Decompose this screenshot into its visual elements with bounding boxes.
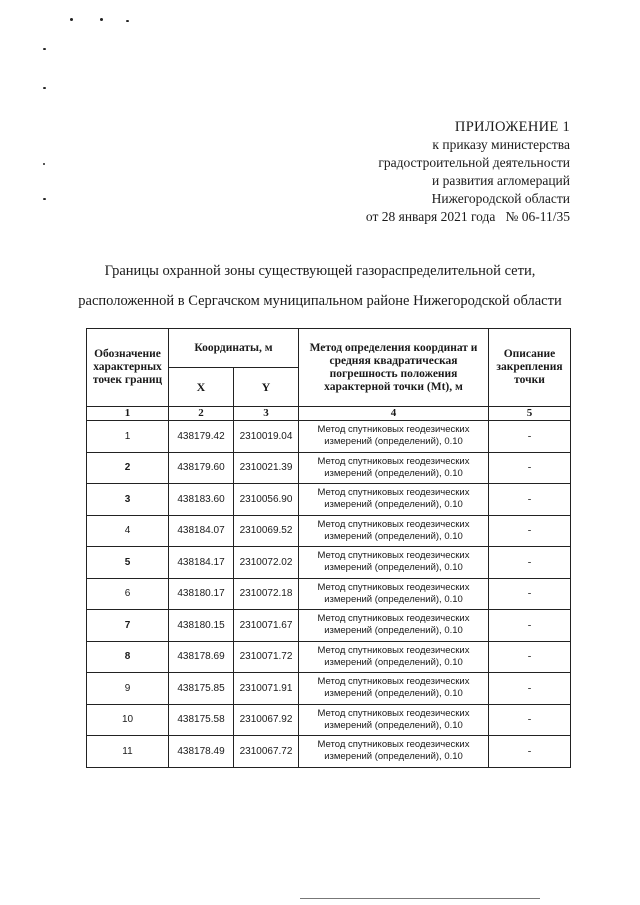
cell-x: 438180.17	[169, 578, 234, 610]
table-row	[87, 610, 571, 642]
cell-method: Метод спутниковых геодезических измерений (определений), 0.10	[299, 673, 489, 705]
cell-method: Метод спутниковых геодезических измерений (определений), 0.10	[299, 547, 489, 579]
scan-speck	[70, 18, 73, 21]
header-x: X	[169, 368, 234, 407]
column-number: 5	[489, 407, 571, 421]
cell-point: 2	[87, 452, 169, 484]
cell-description: -	[489, 515, 571, 547]
cell-method: Метод спутниковых геодезических измерений (определений), 0.10	[299, 452, 489, 484]
cell-point: 3	[87, 484, 169, 516]
table-row	[87, 578, 571, 610]
appendix-date-line: от 28 января 2021 года № 06-11/35	[365, 209, 570, 224]
cell-y: 2310071.67	[234, 610, 299, 642]
header-designation: Обозначение характерных точек границ	[87, 329, 169, 407]
cell-point: 7	[87, 610, 169, 642]
appendix-line: градостроительной деятельности	[378, 155, 570, 170]
header-y: Y	[234, 368, 299, 407]
scan-speck	[43, 198, 46, 200]
scan-speck	[43, 48, 46, 50]
cell-x: 438179.42	[169, 421, 234, 453]
coordinates-table	[86, 328, 571, 768]
cell-y: 2310071.91	[234, 673, 299, 705]
cell-y: 2310067.92	[234, 704, 299, 736]
cell-point: 9	[87, 673, 169, 705]
table-row	[87, 736, 571, 768]
document-heading	[0, 256, 640, 316]
scan-speck	[100, 18, 103, 21]
cell-y: 2310056.90	[234, 484, 299, 516]
cell-description: -	[489, 736, 571, 768]
cell-point: 10	[87, 704, 169, 736]
cell-method: Метод спутниковых геодезических измерений (определений), 0.10	[299, 704, 489, 736]
appendix-line: к приказу министерства	[432, 137, 570, 152]
cell-y: 2310072.02	[234, 547, 299, 579]
cell-description: -	[489, 452, 571, 484]
column-number: 2	[169, 407, 234, 421]
cell-method: Метод спутниковых геодезических измерений (определений), 0.10	[299, 641, 489, 673]
cell-description: -	[489, 641, 571, 673]
cell-y: 2310021.39	[234, 452, 299, 484]
table-row	[87, 673, 571, 705]
column-number: 3	[234, 407, 299, 421]
cell-x: 438175.85	[169, 673, 234, 705]
cell-y: 2310019.04	[234, 421, 299, 453]
table-row	[87, 484, 571, 516]
cell-description: -	[489, 673, 571, 705]
scan-speck	[43, 87, 46, 89]
cell-method: Метод спутниковых геодезических измерений (определений), 0.10	[299, 578, 489, 610]
cell-x: 438184.17	[169, 547, 234, 579]
appendix-line: Нижегородской области	[431, 191, 570, 206]
cell-point: 11	[87, 736, 169, 768]
table-row	[87, 547, 571, 579]
table-row	[87, 515, 571, 547]
cell-description: -	[489, 578, 571, 610]
cell-method: Метод спутниковых геодезических измерений (определений), 0.10	[299, 736, 489, 768]
header-description: Описание закрепления точки	[489, 329, 571, 407]
appendix-title: ПРИЛОЖЕНИЕ 1	[454, 119, 570, 135]
table-body	[87, 421, 571, 768]
cell-description: -	[489, 484, 571, 516]
cell-point: 1	[87, 421, 169, 453]
table-row	[87, 452, 571, 484]
header-coordinates: Координаты, м	[169, 329, 299, 368]
cell-y: 2310069.52	[234, 515, 299, 547]
cell-point: 6	[87, 578, 169, 610]
cell-x: 438180.15	[169, 610, 234, 642]
table-row	[87, 421, 571, 453]
cell-description: -	[489, 547, 571, 579]
cell-method: Метод спутниковых геодезических измерений (определений), 0.10	[299, 610, 489, 642]
cell-x: 438178.49	[169, 736, 234, 768]
cell-x: 438175.58	[169, 704, 234, 736]
cell-point: 8	[87, 641, 169, 673]
heading-line: расположенной в Сергачском муниципальном районе Нижегородской области	[78, 293, 562, 309]
appendix-line: и развития агломераций	[431, 173, 570, 188]
cell-description: -	[489, 610, 571, 642]
column-number: 4	[299, 407, 489, 421]
cell-x: 438183.60	[169, 484, 234, 516]
table-row	[87, 641, 571, 673]
cell-point: 5	[87, 547, 169, 579]
table-row	[87, 704, 571, 736]
cell-y: 2310067.72	[234, 736, 299, 768]
cell-description: -	[489, 704, 571, 736]
scan-speck	[43, 163, 45, 165]
cell-x: 438184.07	[169, 515, 234, 547]
scan-edge-line	[300, 898, 540, 899]
cell-point: 4	[87, 515, 169, 547]
cell-description: -	[489, 421, 571, 453]
heading-line: Границы охранной зоны существующей газораспределительной сети,	[104, 263, 536, 279]
cell-method: Метод спутниковых геодезических измерений (определений), 0.10	[299, 421, 489, 453]
cell-method: Метод спутниковых геодезических измерений (определений), 0.10	[299, 515, 489, 547]
header-method: Метод определения координат и средняя квадратическая погрешность положения характерной точки (Mt), м	[299, 329, 489, 407]
appendix-block	[366, 118, 570, 226]
cell-x: 438179.60	[169, 452, 234, 484]
cell-method: Метод спутниковых геодезических измерений (определений), 0.10	[299, 484, 489, 516]
scan-speck	[126, 20, 129, 22]
cell-x: 438178.69	[169, 641, 234, 673]
column-number: 1	[87, 407, 169, 421]
cell-y: 2310072.18	[234, 578, 299, 610]
cell-y: 2310071.72	[234, 641, 299, 673]
